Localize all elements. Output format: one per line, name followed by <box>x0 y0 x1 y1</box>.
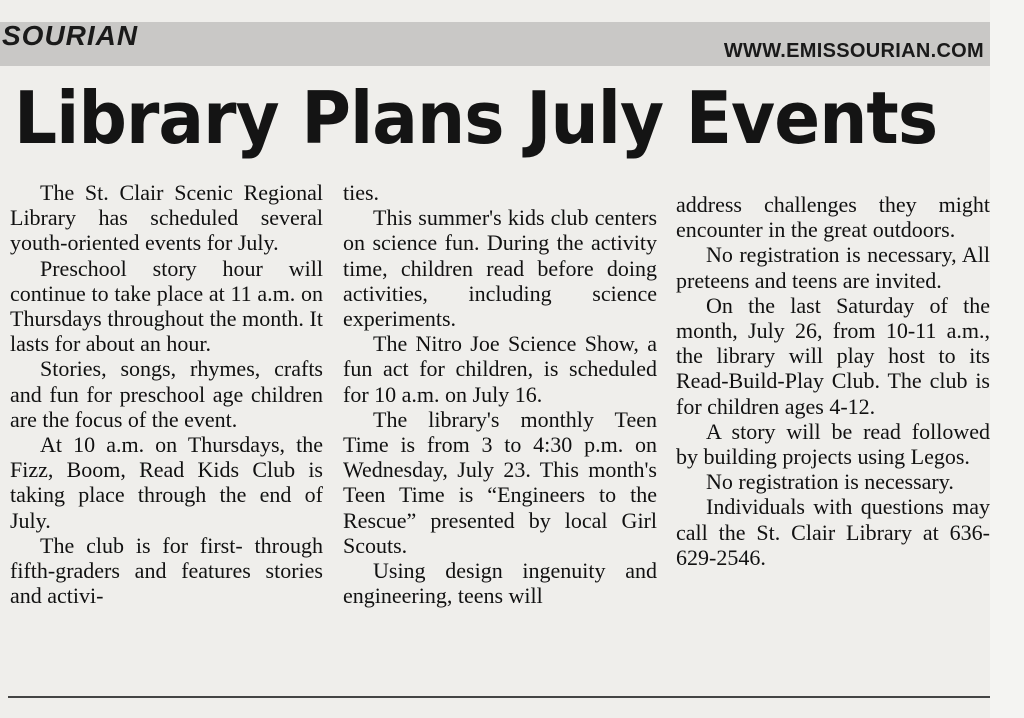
paragraph: Using design ingenuity and engineering, teens will <box>343 558 657 609</box>
article-headline: Library Plans July Events <box>14 76 938 160</box>
paragraph: No registration is necessary. <box>706 469 954 495</box>
paragraph: The St. Clair Scenic Regional Library has scheduled several youth-oriented events for July. <box>10 180 323 256</box>
scan-margin <box>990 0 1024 718</box>
paragraph: The library's monthly Teen Time is from 3 to 4:30 p.m. on Wednesday, July 23. This month's Teen Time is “Engineers to the Rescue” presented by local Girl Scouts. <box>343 406 657 558</box>
paragraph: On the last Saturday of the month, July 26, from 10-11 a.m., the library will play host to its Read-Build-Play Club. The club is for children ages 4-12. <box>676 292 990 419</box>
paragraph-continuation: ties. <box>343 180 380 205</box>
paragraph-continuation: address challenges they might encounter in the great outdoors. <box>676 192 990 243</box>
paragraph: Preschool story hour will continue to take place at 11 a.m. on Thursdays throughout the month. It lasts for about an hour. <box>10 255 323 357</box>
paragraph: Stories, songs, rhymes, crafts and fun for preschool age children are the focus of the event. <box>10 356 323 432</box>
paragraph: At 10 a.m. on Thursdays, the Fizz, Boom, Read Kids Club is taking place through the end of July. <box>10 432 323 533</box>
paragraph: The club is for first- through fifth-graders and features stories and activi- <box>10 532 323 609</box>
paragraph: The Nitro Joe Science Show, a fun act for children, is scheduled for 10 a.m. on July 16. <box>343 331 657 407</box>
paragraph: Individuals with questions may call the St. Clair Library at 636-629-2546. <box>676 494 990 570</box>
article-column-3 <box>676 192 990 570</box>
bottom-rule <box>8 696 990 698</box>
paragraph: A story will be read followed by building projects using Legos. <box>676 418 990 470</box>
paragraph: No registration is necessary, All preteens and teens are invited. <box>676 242 990 293</box>
article-column-1 <box>10 180 323 608</box>
newspaper-website: WWW.EMISSOURIAN.COM <box>723 40 984 62</box>
paragraph: This summer's kids club centers on science fun. During the activity time, children read before doing activities, including science experiments. <box>343 205 657 332</box>
article-column-2 <box>343 180 657 608</box>
newspaper-name: SOURIAN <box>2 20 139 51</box>
